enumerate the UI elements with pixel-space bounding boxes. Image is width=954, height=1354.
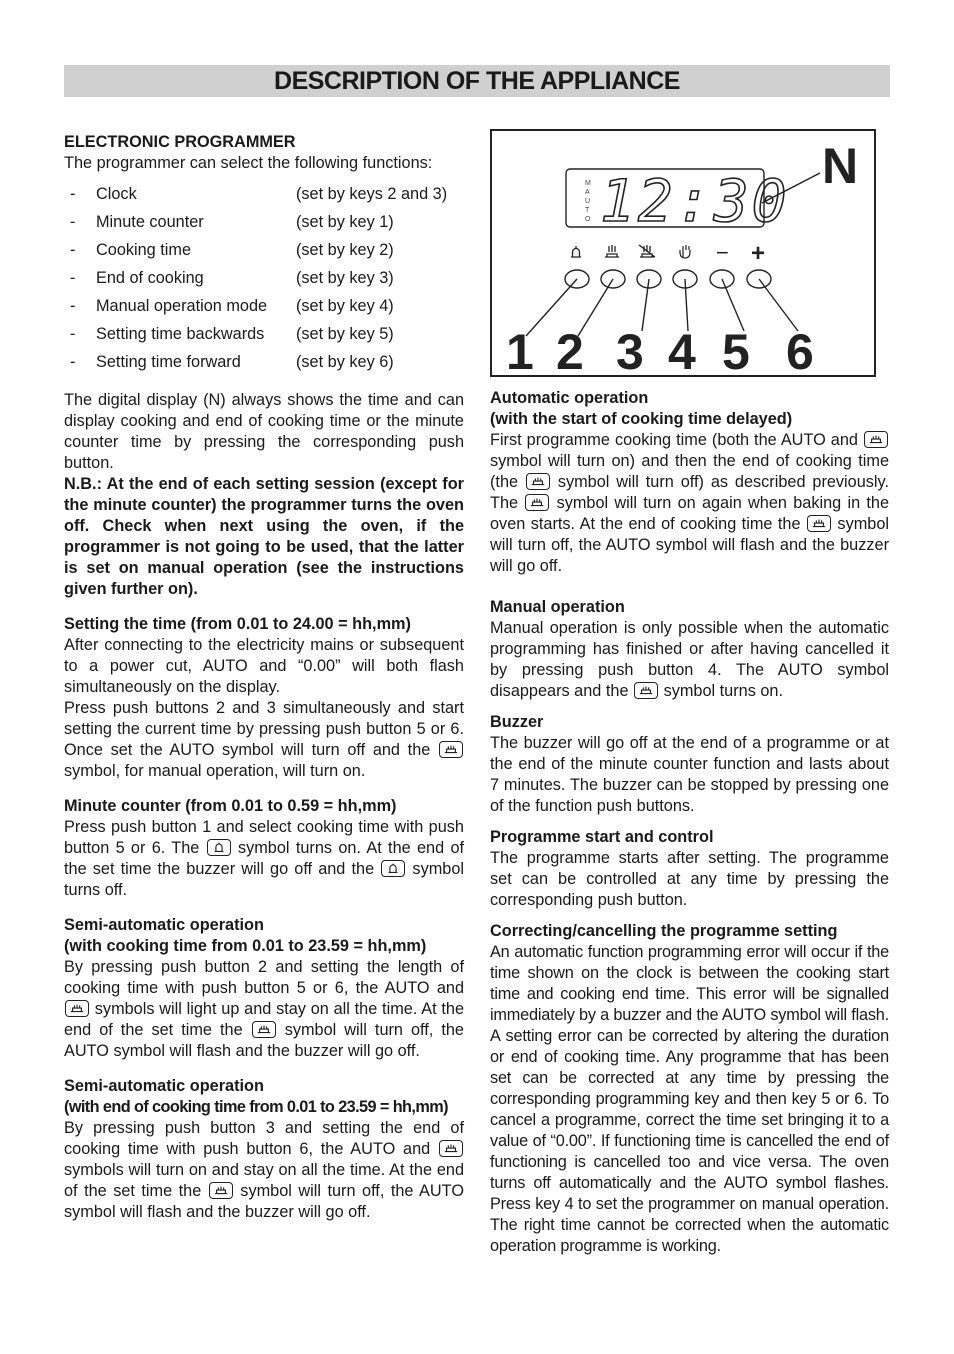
list-item: - Cooking time (set by key 2)	[70, 241, 394, 259]
list-item: - Setting time forward (set by key 6)	[70, 353, 394, 371]
cooking-icon	[439, 1140, 463, 1157]
cooking-icon	[65, 1000, 89, 1017]
display-label: N	[822, 138, 859, 194]
semi-auto-end-paragraph: By pressing push button 3 and setting the end of cooking time with push button 6, the AUTO and symbols will turn on and stay on all the time. At the end of the set time the symbol will turn off, the AUTO symbol will flash and the buzzer will go off.	[64, 1119, 464, 1221]
key-numbers	[506, 324, 814, 375]
auto-indicator	[585, 180, 591, 223]
list-item: - Setting time backwards (set by key 5)	[70, 325, 394, 343]
minute-counter-heading: Minute counter (from 0.01 to 0.59 = hh,mm)	[64, 797, 397, 815]
setting-time-paragraph-1: After connecting to the electricity mains or subsequent to a power cut, AUTO and “0.00” will both flash simultaneously on the display.	[64, 636, 464, 696]
key-number-3: 3	[616, 324, 644, 375]
cooking-icon	[439, 741, 463, 758]
list-item: - End of cooking (set by key 3)	[70, 269, 394, 287]
left-column	[64, 132, 464, 1223]
cooking-icon	[864, 431, 888, 448]
programme-start-heading: Programme start and control	[490, 828, 714, 846]
nb-paragraph: N.B.: At the end of each setting session (except for the minute counter) the programmer turns the oven off. Check when next using the oven, if the programmer is not going to be used, that the latter is set on manual operation (see the instructions given further on).	[64, 475, 464, 598]
programmer-diagram-svg	[492, 131, 874, 375]
programmer-diagram	[490, 129, 876, 377]
minus-icon: −	[716, 240, 729, 265]
cooking-icon	[209, 1182, 233, 1199]
list-item: - Minute counter (set by key 1)	[70, 213, 394, 231]
programme-start-paragraph: The programme starts after setting. The programme set can be controlled at any time by pressing the corresponding push button.	[490, 849, 889, 909]
semi-auto-paragraph: By pressing push button 2 and setting the length of cooking time with push button 5 or 6, the AUTO and symbols will light up and stay on all the time. At the end of the set time the symbol will turn off, the AUTO symbol will flash and the buzzer will go off.	[64, 958, 464, 1060]
svg-text:A: A	[585, 189, 590, 196]
manual-operation-heading: Manual operation	[490, 598, 625, 616]
key-number-2: 2	[556, 324, 584, 375]
cooking-icon	[525, 494, 549, 511]
key-number-5: 5	[722, 324, 750, 375]
correcting-heading: Correcting/cancelling the programme setting	[490, 922, 838, 940]
cook-time-icon	[605, 245, 619, 257]
section-header	[64, 65, 890, 97]
programmer-heading: ELECTRONIC PROGRAMMER	[64, 133, 296, 151]
cooking-icon	[634, 682, 658, 699]
correcting-paragraph: An automatic function programming error will occur if the time shown on the clock is between the cooking start time and cooking end time. This error will be signalled immediately by a buzzer and the AUTO symbol will flash. A setting error can be corrected by altering the duration or end of cooking time. Any programme that has been set can be corrected at any time by pressing the corresponding programming key and then key 5 or 6. To cancel a programme, correct the time set bringing it to a value of “0.00”. If functioning time is cancelled the end of functioning is cancelled too and vice versa. The oven turns off automatically and the AUTO symbol flashes. Press key 4 to set the programmer on manual operation. The right time cannot be corrected when the automatic operation programme is working.	[490, 943, 889, 1255]
setting-time-paragraph-2: Press push buttons 2 and 3 simultaneously and start setting the current time by pressing push button 5 or 6. Once set the AUTO symbol will turn off and the symbol, for manual operation, will turn on.	[64, 699, 464, 780]
plus-icon: +	[751, 240, 766, 267]
function-list	[64, 180, 464, 376]
cooking-icon	[807, 515, 831, 532]
minute-counter-paragraph: Press push button 1 and select cooking time with push button 5 or 6. The symbol turns on. At the end of the set time the buzzer will go off and the symbol turns off.	[64, 818, 465, 899]
programmer-intro: The programmer can select the following functions:	[64, 154, 433, 172]
key-number-6: 6	[786, 324, 814, 375]
svg-text:T: T	[585, 207, 590, 214]
semi-auto-end-subheading: (with end of cooking time from 0.01 to 23.59 = hh,mm)	[64, 1098, 448, 1116]
manual-operation-paragraph: Manual operation is only possible when the automatic programming has finished or after having cancelled it by pressing push button 4. The AUTO symbol disappears and the symbol turns on.	[490, 619, 889, 700]
cooking-icon	[252, 1021, 276, 1038]
end-cook-icon	[639, 245, 655, 257]
semi-auto-heading: Semi-automatic operation	[64, 916, 264, 934]
cooking-icon	[526, 473, 550, 490]
svg-text:M: M	[585, 180, 591, 187]
semi-auto-subheading: (with cooking time from 0.01 to 23.59 = hh,mm)	[64, 937, 427, 955]
bell-icon	[571, 246, 581, 257]
list-item: - Clock (set by keys 2 and 3)	[70, 185, 448, 203]
bell-icon	[381, 860, 405, 877]
auto-operation-paragraph: First programme cooking time (both the AUTO and symbol will turn on) and then the end of cooking time (the symbol will turn off) as described previously. The symbol will turn on again when baking in the oven starts. At the end of cooking time the symbol will turn off, the AUTO symbol will flash and the buzzer will go off.	[490, 431, 890, 575]
setting-time-heading: Setting the time (from 0.01 to 24.00 = hh,mm)	[64, 615, 411, 633]
buzzer-paragraph: The buzzer will go off at the end of a programme or at the end of the minute counter function and lasts about 7 minutes. The buzzer can be stopped by pressing one of the function push buttons.	[490, 734, 889, 815]
semi-auto-end-heading: Semi-automatic operation	[64, 1077, 264, 1095]
display-paragraph: The digital display (N) always shows the time and can display cooking and end of cooking time or the minute counter time by pressing the corresponding push button.	[64, 391, 464, 472]
auto-operation-heading: Automatic operation	[490, 389, 649, 407]
bell-icon	[207, 839, 231, 856]
auto-operation-subheading: (with the start of cooking time delayed)	[490, 410, 793, 428]
key-number-1: 1	[506, 324, 534, 375]
right-column	[490, 388, 889, 1257]
buzzer-heading: Buzzer	[490, 713, 544, 731]
svg-text:O: O	[585, 216, 591, 223]
list-item: - Manual operation mode (set by key 4)	[70, 297, 394, 315]
svg-text:U: U	[585, 198, 591, 205]
page-title: DESCRIPTION OF THE APPLIANCE	[274, 66, 680, 95]
time-display: 12:30	[600, 167, 790, 235]
key-number-4: 4	[668, 324, 696, 375]
hand-icon	[680, 245, 690, 258]
